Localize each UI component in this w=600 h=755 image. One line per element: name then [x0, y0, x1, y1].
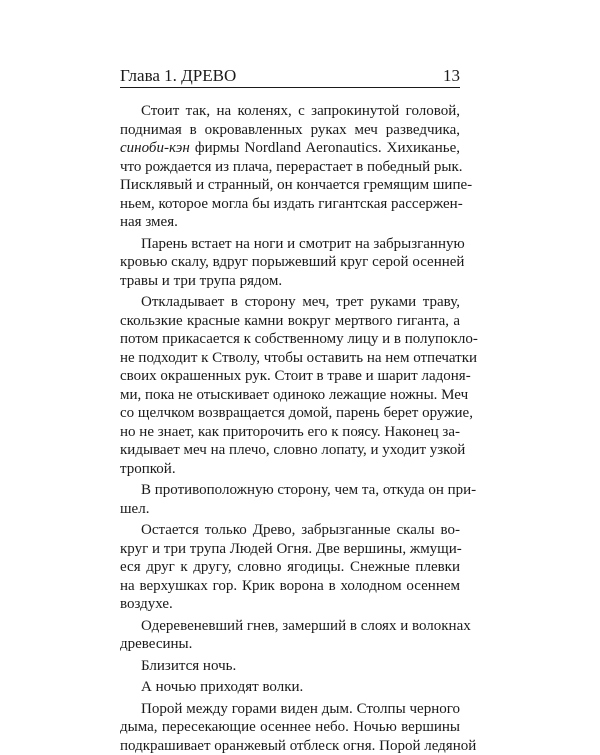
text-line: тропкой. — [120, 460, 460, 479]
text-line: Порой между горами виден дым. Столпы черного — [120, 700, 460, 719]
text-line: травы и три трупа рядом. — [120, 272, 460, 291]
text-line: но не знает, как приторочить его к поясу. Наконец за- — [120, 423, 460, 442]
text-line: на верхушках гор. Крик ворона в холодном осеннем — [120, 577, 460, 596]
text-line: Парень встает на ноги и смотрит на забрызганную — [120, 235, 460, 254]
paragraph — [120, 700, 460, 755]
text-line: шел. — [120, 500, 460, 519]
page-number: 13 — [443, 66, 460, 86]
text-line: круг и три трупа Людей Огня. Две вершины, жмущи- — [120, 540, 460, 559]
text-line: А ночью приходят волки. — [120, 678, 460, 697]
paragraph — [120, 481, 460, 518]
text-line: не подходит к Стволу, чтобы оставить на нем отпечатки — [120, 349, 460, 368]
text-line: потом прикасается к собственному лицу и в полупокло- — [120, 330, 460, 349]
text-line: Близится ночь. — [120, 657, 460, 676]
text-line: со щелчком возвращается домой, парень берет оружие, — [120, 404, 460, 423]
text-line: подкрашивает оранжевый отблеск огня. Порой ледяной — [120, 737, 460, 755]
italic-term: синоби-кэн — [120, 140, 190, 156]
text-line: древесины. — [120, 635, 460, 654]
text-line: Стоит так, на коленях, с запрокинутой головой, — [120, 102, 460, 121]
text-line: поднимая в окровавленных руках меч разведчика, — [120, 121, 460, 140]
paragraph — [120, 293, 460, 478]
paragraph — [120, 678, 460, 697]
text-line: что рождается из плача, перерастает в победный рык. — [120, 158, 460, 177]
text-line: синоби-кэн фирмы Nordland Aeronautics. Хихиканье, — [120, 139, 460, 158]
running-header — [120, 66, 460, 88]
text-line: Писклявый и странный, он кончается гремящим шипе- — [120, 176, 460, 195]
chapter-title: Глава 1. ДРЕВО — [120, 66, 236, 86]
paragraph — [120, 521, 460, 614]
text-line: воздухе. — [120, 595, 460, 614]
text-line: Одеревеневший гнев, замерший в слоях и волокнах — [120, 617, 460, 636]
text-line: ньем, которое могла бы издать гигантская рассержен- — [120, 195, 460, 214]
paragraph — [120, 235, 460, 291]
text-line: еся друг к другу, словно ягодицы. Снежные плевки — [120, 558, 460, 577]
text-line: В противоположную сторону, чем та, откуда он при- — [120, 481, 460, 500]
text-line: кидывает меч на плечо, словно лопату, и уходит узкой — [120, 441, 460, 460]
text-line: кровью скалу, вдруг порыжевший круг серой осенней — [120, 253, 460, 272]
text-line: дыма, пересекающие осеннее небо. Ночью вершины — [120, 718, 460, 737]
paragraph — [120, 617, 460, 654]
paragraph — [120, 102, 460, 232]
text-line: своих окрашенных рук. Стоит в траве и шарит ладоня- — [120, 367, 460, 386]
text-line: Остается только Древо, забрызганные скалы во- — [120, 521, 460, 540]
page-body — [120, 102, 460, 755]
text-line: ми, пока не отыскивает одиноко лежащие ножны. Меч — [120, 386, 460, 405]
text-line: скользкие красные камни вокруг мертвого гиганта, а — [120, 312, 460, 331]
paragraph — [120, 657, 460, 676]
text-line: ная змея. — [120, 213, 460, 232]
text-line: Откладывает в сторону меч, трет руками траву, — [120, 293, 460, 312]
header-rule — [120, 87, 460, 88]
